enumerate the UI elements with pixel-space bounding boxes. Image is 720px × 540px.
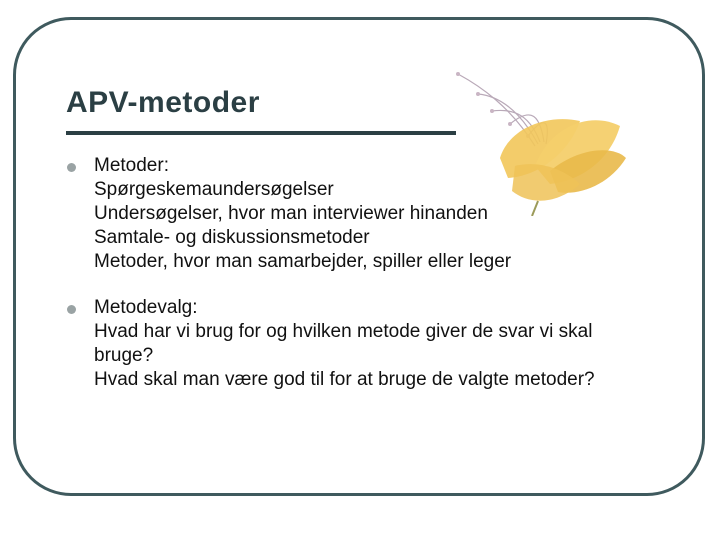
bullet-heading: Metoder: (94, 155, 169, 176)
bullet-line: bruge? (94, 345, 154, 366)
bullet-line: Hvad skal man være god til for at bruge de valgte metoder? (94, 369, 595, 390)
bullet-line: Spørgeskemaundersøgelser (94, 179, 334, 200)
slide-title: APV-metoder (66, 86, 260, 119)
bullet-item-method-choice (66, 296, 686, 392)
bullet-line: Undersøgelser, hvor man interviewer hinanden (94, 203, 488, 224)
bullet-dot-icon (67, 163, 76, 172)
bullet-item-methods (66, 154, 686, 274)
title-underline (66, 131, 456, 135)
bullet-line: Metoder, hvor man samarbejder, spiller eller leger (94, 251, 512, 272)
bullet-heading: Metodevalg: (94, 297, 198, 318)
bullet-line: Hvad har vi brug for og hvilken metode giver de svar vi skal (94, 321, 593, 342)
bullet-line: Samtale- og diskussionsmetoder (94, 227, 370, 248)
bullet-dot-icon (67, 305, 76, 314)
bullet-list (66, 154, 686, 414)
